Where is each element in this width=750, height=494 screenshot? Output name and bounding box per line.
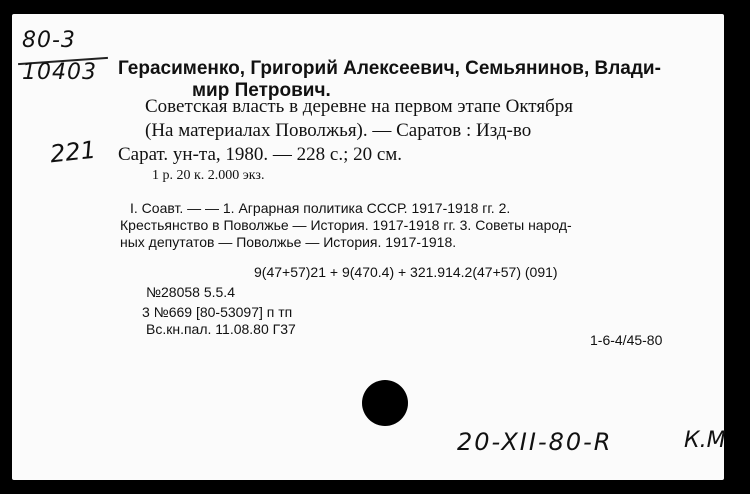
title-line-3: Сарат. ун-та, 1980. — 228 с.; 20 см. <box>118 144 403 165</box>
handwritten-initials: К.М <box>684 428 726 453</box>
notes-line-2: Крестьянство в Поволжье — История. 1917-1918 гг. 3. Советы народ- <box>120 217 572 233</box>
shelfmark-top: 80-3 <box>22 28 76 53</box>
shelfmark-bottom: 10403 <box>22 60 97 85</box>
notes-line-3: ных депутатов — Поволжье — История. 1917-1918. <box>120 234 457 250</box>
price-line: 1 р. 20 к. 2.000 экз. <box>152 168 265 183</box>
card-number: 1-6-4/45-80 <box>590 332 663 348</box>
punch-hole <box>362 380 408 426</box>
catalog-line-1: №28058 5.5.4 <box>146 284 235 300</box>
title-line-1: Советская власть в деревне на первом этапе Октября <box>145 96 573 117</box>
catalog-card <box>12 14 724 480</box>
catalog-line-2: 3 №669 [80-53097] п тп <box>142 304 293 320</box>
catalog-line-3: Вс.кн.пал. 11.08.80 Г37 <box>146 321 296 337</box>
authors-line-2: мир Петрович. <box>192 80 331 101</box>
title-line-2: (На материалах Поволжья). — Саратов : Изд-во <box>145 120 532 141</box>
notes-line-1: I. Соавт. — — 1. Аграрная политика СССР. 1917-1918 гг. 2. <box>130 200 511 216</box>
classification-line: 9(47+57)21 + 9(470.4) + 321.914.2(47+57) (091) <box>254 264 558 280</box>
handwritten-number: 221 <box>48 135 98 169</box>
handwritten-date: 20-XII-80-R <box>457 428 613 456</box>
authors-line-1: Герасименко, Григорий Алексеевич, Семьянинов, Влади- <box>118 58 661 79</box>
